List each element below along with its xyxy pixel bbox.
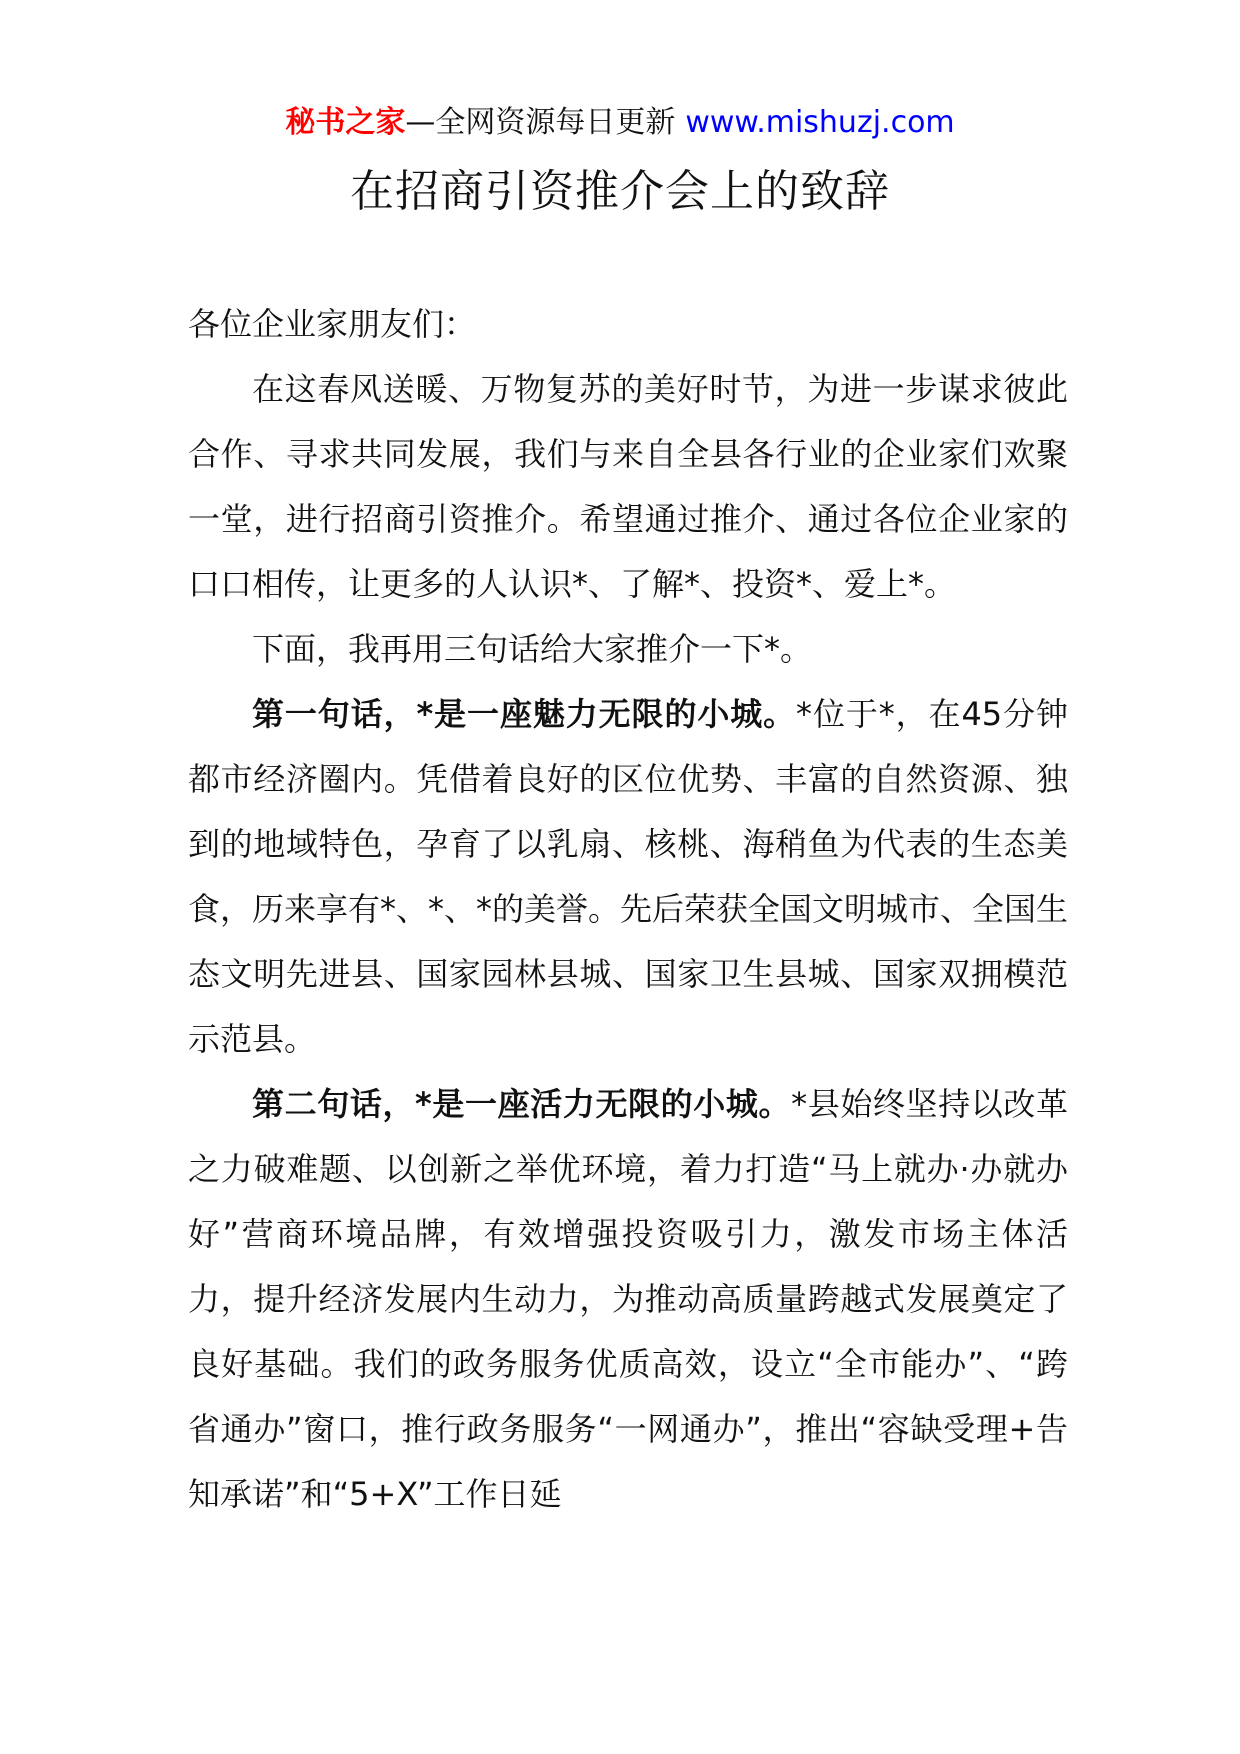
website-link[interactable]: www.mishuzj.com	[685, 105, 955, 140]
paragraph-lead-heading: 第二句话，*是一座活力无限的小城。	[252, 1085, 792, 1123]
paragraph-first-point	[188, 682, 1068, 1072]
brand-name: 秘书之家	[285, 105, 406, 140]
header-tagline: —全网资源每日更新	[405, 105, 676, 140]
paragraph-text: *位于*，在45分钟都市经济圈内。凭借着良好的区位优势、丰富的自然资源、独到的地域特色，孕育了以乳扇、核桃、海稍鱼为代表的生态美食，历来享有*、*、*的美誉。先后荣获全国文明城市、全国生态文明先进县、国家园林县城、国家卫生县城、国家双拥模范示范县。	[188, 695, 1069, 1058]
document-body	[188, 292, 1068, 1527]
salutation: 各位企业家朋友们：	[188, 305, 477, 343]
paragraph-lead-heading: 第一句话，*是一座魅力无限的小城。	[252, 695, 797, 733]
paragraph-intro	[188, 357, 1068, 617]
paragraph-transition	[188, 617, 1068, 682]
watermark-header	[0, 103, 1240, 143]
paragraph-text: 下面，我再用三句话给大家推介一下*。	[252, 630, 813, 668]
paragraph-text: *县始终坚持以改革之力破难题、以创新之举优环境，着力打造“马上就办·办就办好”营商环境品牌，有效增强投资吸引力，激发市场主体活力，提升经济发展内生动力，为推动高质量跨越式发展奠定了良好基础。我们的政务服务优质高效，设立“全市能办”、“跨省通办”窗口，推行政务服务“一网通办”，推出“容缺受理+告知承诺”和“5+X”工作日延	[188, 1085, 1068, 1513]
paragraph-second-point	[188, 1072, 1068, 1527]
document-title: 在招商引资推介会上的致辞	[350, 166, 890, 217]
paragraph-text: 在这春风送暖、万物复苏的美好时节，为进一步谋求彼此合作、寻求共同发展，我们与来自全县各行业的企业家们欢聚一堂，进行招商引资推介。希望通过推介、通过各位企业家的口口相传，让更多的人认识*、了解*、投资*、爱上*。	[188, 370, 1068, 603]
